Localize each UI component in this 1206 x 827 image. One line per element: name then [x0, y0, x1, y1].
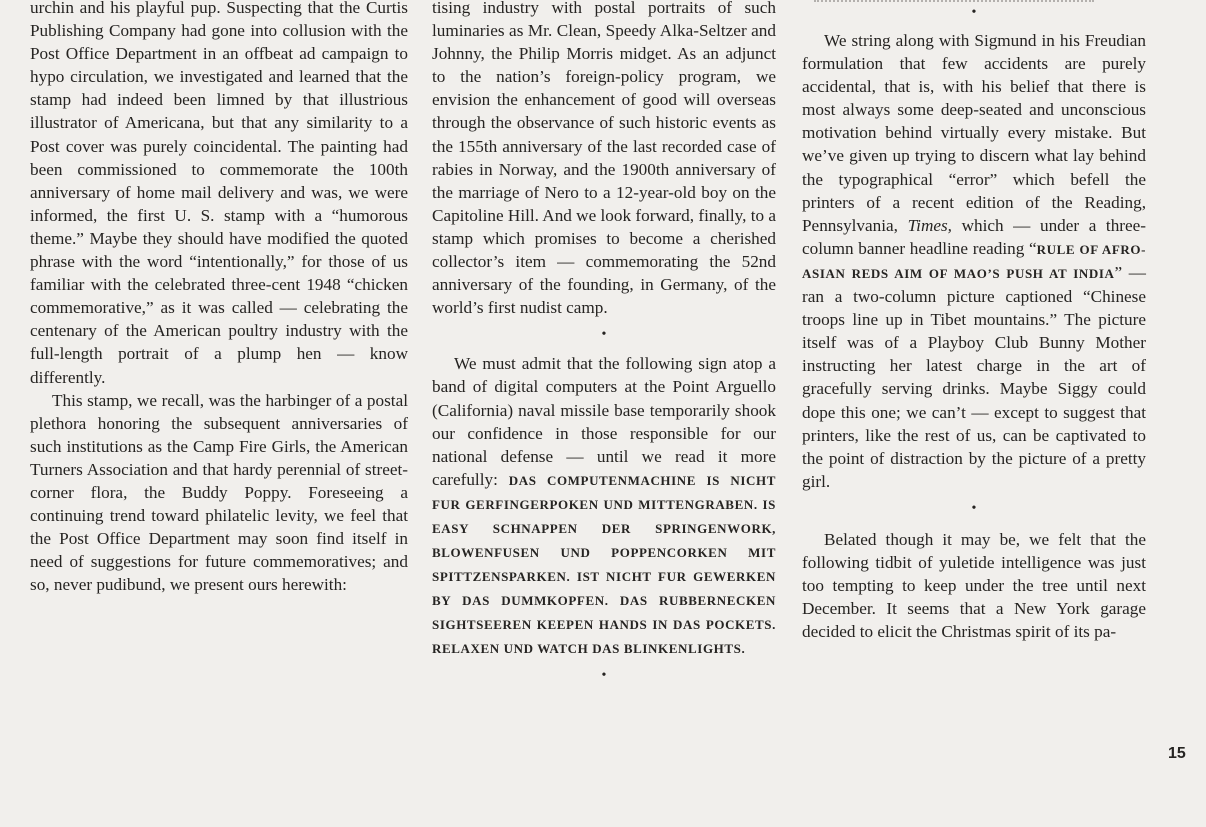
paragraph [802, 29, 1146, 493]
section-ornament: • [601, 327, 607, 343]
paragraph-intro: We must admit that the following sign atop a band of digital computers at the Point Arguello (California) naval missile base temporarily shook our confidence in those responsible for our national defense — until we read it more carefully: [432, 354, 776, 489]
paragraph-text: We string along with Sigmund in his Freudian formulation that few accidents are purely accidental, that is, with his belief that there is most always some deep-seated and unconscious motivation behind virtually every mistake. But we’ve given up trying to discern what lay behind the typographical “error” which befell the printers of a recent edition of the Reading, Pennsylvania, [802, 31, 1146, 235]
page-number: 15 [1168, 745, 1186, 762]
paragraph: tising industry with postal portraits of such luminaries as Mr. Clean, Speedy Alka-Seltzer and Johnny, the Philip Morris midget. As an adjunct to the nation’s foreign-policy program, we envision the enhancement of good will overseas through the observance of such historic events as the 155th anniversary of the last recorded case of rabies in Norway, and the 1900th anniversary of the marriage of Nero to a 12-year-old boy on the Capitoline Hill. And we look forward, finally, to a stamp which promises to become a cherished collector’s item — commemorating the 52nd anniversary of the founding, in Germany, of the world’s first nudist camp. [432, 0, 777, 318]
paragraph: This stamp, we recall, was the harbinger of a postal plethora honoring the subsequent anniversaries of such institutions as the Camp Fire Girls, the American Turners Association and that hardy perennial of street-corner flora, the Buddy Poppy. Foreseeing a continuing trend toward philatelic levity, we feel that the Post Office Department may soon find itself in need of suggestions for future commemoratives; and so, never pudibund, we present ours herewith: [30, 390, 408, 595]
section-ornament: • [971, 500, 977, 516]
section-ornament: • [971, 5, 977, 20]
section-ornament: • [601, 667, 607, 683]
headline-quote: RULE OF AFRO-ASIAN REDS AIM OF MAO’S PUSH AT INDIA [802, 241, 1146, 281]
text-column-1 [30, 0, 408, 596]
paragraph: urchin and his playful pup. Suspecting that the Curtis Publishing Company had gone into collusion with the Post Office Department in an offbeat ad campaign to hypo circulation, we investigated and learned that the stamp had indeed been limned by that illustrious illustrator of Americana, but that any similarity to a Post cover was purely coincidental. The painting had been commissioned to commemorate the 100th anniversary of home mail delivery and was, we were informed, the first U. S. stamp with a “humorous theme.” Maybe they should have modified the quoted phrase with the word “intentionally,” for those of us familiar with the celebrated three-cent 1948 “chicken commemorative,” as it was called — celebrating the centenary of the American poultry industry with the full-length portrait of a plump hen — know differently. [30, 0, 408, 387]
paragraph-text: ” — ran a two-column picture captioned “Chinese troops line up in Tibet mountains.” The picture itself was of a Playboy Club Bunny Mother instructing her latest charge in the art of gracefully serving drinks. Maybe Siggy could dope this one; we can’t — except to suggest that printers, like the rest of us, can be captivated to the point of distraction by the picture of a pretty girl. [802, 262, 1146, 491]
newspaper-title: Times, [907, 215, 952, 235]
paragraph [432, 352, 776, 660]
text-column-2 [432, 0, 776, 683]
computer-sign-text: DAS COMPUTENMACHINE IS NICHT FUR GERFINGERPOKEN UND MITTENGRABEN. IS EASY SCHNAPPEN DER SPRINGENWORK, BLOWENFUSEN UND POPPENCORKEN MIT SPITTZENSPARKEN. IST NICHT FUR GEWERKEN BY DAS DUMMKOPFEN. DAS RUBBERNECKEN SIGHTSEEREN KEEPEN HANDS IN DAS POCKETS. RELAXEN UND WATCH DAS BLINKENLIGHTS. [432, 472, 777, 657]
text-column-3 [802, 6, 1146, 643]
paragraph-text: which — under a three-column banner headline reading “ [802, 215, 1147, 258]
paragraph: Belated though it may be, we felt that the following tidbit of yuletide intelligence was just too tempting to keep under the tree until next December. It seems that a New York garage decided to elicit the Christmas spirit of its pa- [802, 529, 1146, 642]
